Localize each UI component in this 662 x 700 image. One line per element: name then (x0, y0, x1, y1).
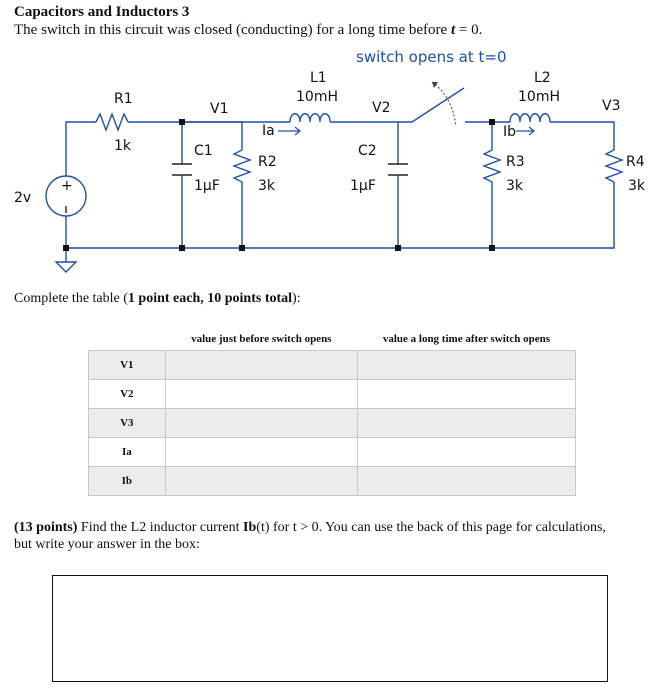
cell-ib-before[interactable] (165, 467, 357, 496)
inductor-l2-shape (510, 114, 550, 122)
resistor-r2-shape (234, 150, 250, 248)
wire-l2-right (550, 122, 614, 150)
v1-label: V1 (210, 101, 229, 117)
cell-v2-before[interactable] (165, 380, 357, 409)
answer-box[interactable] (52, 575, 608, 682)
table-row (89, 467, 576, 496)
r2-name: R2 (258, 154, 277, 170)
l1-name: L1 (310, 70, 327, 86)
row-label-ib: Ib (89, 467, 166, 496)
v2-label: V2 (372, 100, 391, 116)
table-header-row (89, 328, 576, 351)
resistor-r1-shape (96, 114, 128, 130)
r3-value: 3k (506, 178, 524, 194)
cell-ib-after[interactable] (357, 467, 575, 496)
r1-value: 1k (114, 138, 132, 154)
question-text-a: Find the L2 inductor current (77, 520, 244, 535)
question-text-b: (t) for t > 0. You can use the back of this page for calculations, but write your answer in the box: (14, 520, 606, 552)
cell-v2-after[interactable] (357, 380, 575, 409)
node-ground (63, 245, 69, 251)
capacitor-c2-plates (388, 164, 408, 175)
question-points: (13 points) (14, 520, 78, 535)
resistor-r4-shape (606, 150, 622, 182)
cell-ia-before[interactable] (165, 438, 357, 467)
answer-table (88, 328, 576, 496)
r4-name: R4 (626, 154, 645, 170)
table-row (89, 409, 576, 438)
c2-name: C2 (358, 143, 377, 159)
table-row (89, 438, 576, 467)
cell-v3-before[interactable] (165, 409, 357, 438)
wire-left-top (66, 122, 96, 176)
table-prompt-pre: Complete the table ( (14, 291, 128, 306)
r3-name: R3 (506, 154, 525, 170)
ib-label: Ib (503, 124, 517, 140)
cell-v1-before[interactable] (165, 351, 357, 380)
v3-label: V3 (602, 98, 621, 114)
source-plus: + (61, 178, 73, 194)
inductor-l1-shape (290, 114, 330, 122)
switch-blade (412, 88, 464, 122)
c1-name: C1 (194, 143, 213, 159)
source-label: 2v (14, 190, 32, 206)
row-label-ia: Ia (89, 438, 166, 467)
node-c2-bottom (395, 245, 401, 251)
table-prompt-bold: 1 point each, 10 points total (127, 291, 293, 306)
row-label-v2: V2 (89, 380, 166, 409)
c2-value: 1μF (350, 178, 376, 194)
page-title: Capacitors and Inductors 3 (14, 4, 190, 20)
node-r2-bottom (239, 245, 245, 251)
r1-name: R1 (114, 91, 133, 107)
l2-name: L2 (534, 70, 551, 86)
table-header-blank (89, 328, 166, 351)
node-v1 (179, 119, 185, 125)
question-bold: Ib (243, 520, 257, 535)
l2-value: 10mH (518, 89, 560, 105)
switch-label: switch opens at t=0 (356, 48, 507, 66)
problem-intro (14, 22, 482, 39)
c1-value: 1μF (194, 178, 220, 194)
row-label-v3: V3 (89, 409, 166, 438)
ib-arrow (516, 127, 534, 135)
node-c1-bottom (179, 245, 185, 251)
circuit-diagram (0, 40, 662, 290)
resistor-r3-shape (484, 150, 500, 248)
cell-ia-after[interactable] (357, 438, 575, 467)
ia-label: Ia (262, 123, 275, 139)
ia-arrow (278, 127, 300, 135)
intro-t: t (450, 22, 456, 38)
r2-value: 3k (258, 178, 276, 194)
table-row (89, 351, 576, 380)
table-header-after: value a long time after switch opens (382, 333, 551, 345)
cell-v3-after[interactable] (357, 409, 575, 438)
l1-value: 10mH (296, 89, 338, 105)
capacitor-c1-plates (172, 164, 192, 175)
switch-arc-arrow (432, 82, 456, 126)
table-header-before: value just before switch opens (191, 333, 332, 345)
cell-v1-after[interactable] (357, 351, 575, 380)
wire-r4-bottom (66, 182, 614, 248)
switch-arc-head (432, 82, 438, 88)
r4-value: 3k (628, 178, 646, 194)
table-prompt-post: ): (292, 291, 301, 306)
row-label-v1: V1 (89, 351, 166, 380)
table-prompt (14, 291, 301, 307)
intro-pre: The switch in this circuit was closed (conducting) for a long time before (14, 22, 451, 38)
intro-post: = 0. (455, 22, 483, 38)
ground-symbol (56, 262, 76, 272)
node-r3-bottom (489, 245, 495, 251)
question-text (14, 519, 614, 553)
node-r3-top (489, 119, 495, 125)
table-row (89, 380, 576, 409)
